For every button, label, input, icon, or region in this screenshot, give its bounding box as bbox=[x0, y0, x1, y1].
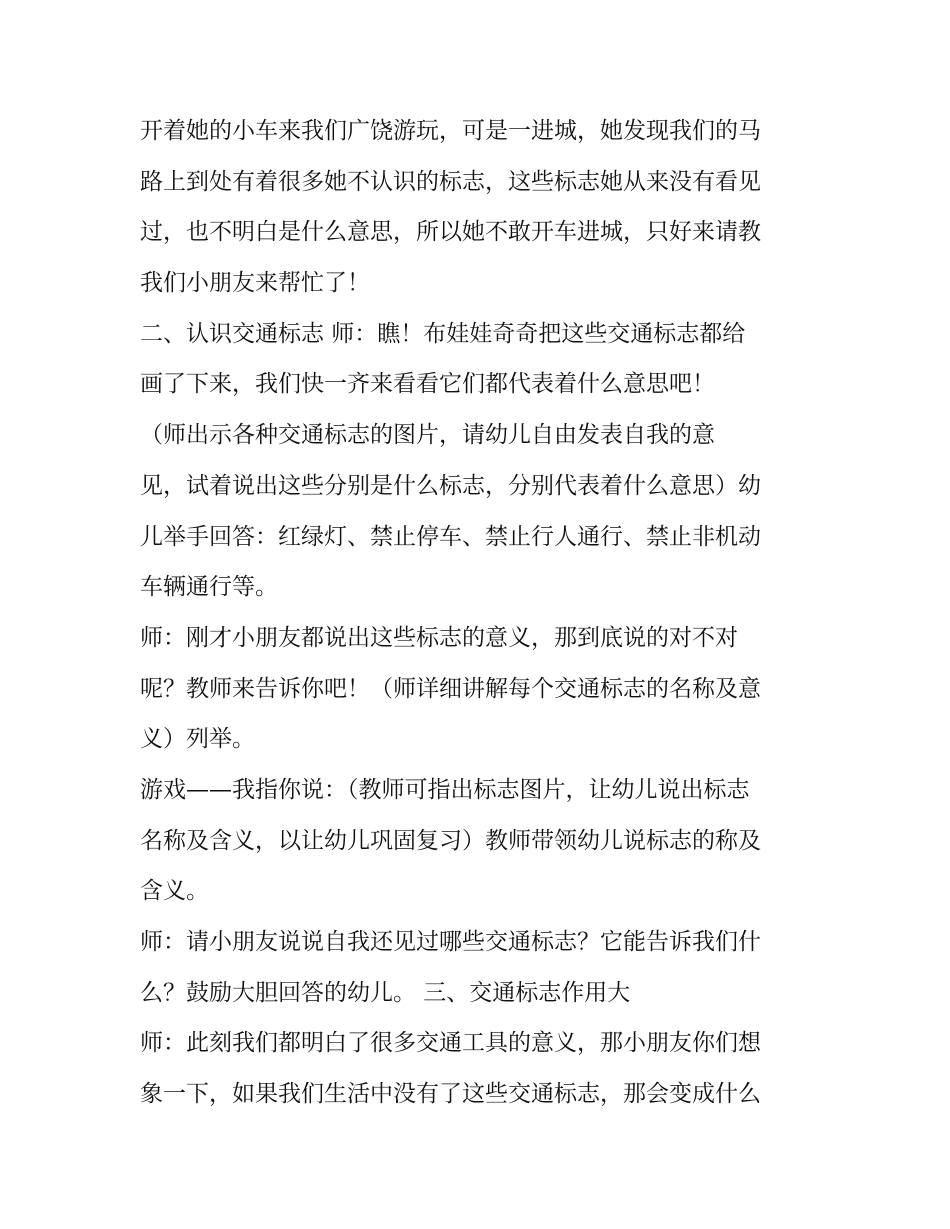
text-line: 二、认识交通标志 师：瞧！布娃娃奇奇把这些交通标志都给 bbox=[140, 320, 746, 347]
text-line: 儿举手回答：红绿灯、禁止停车、禁止行人通行、禁止非机动 bbox=[140, 523, 761, 550]
text-line: 师：此刻我们都明白了很多交通工具的意义，那小朋友你们想 bbox=[140, 1030, 761, 1057]
text-line: 我们小朋友来帮忙了！ bbox=[140, 270, 370, 297]
document-body bbox=[140, 106, 820, 1120]
text-line: （师出示各种交通标志的图片，请幼儿自由发表自我的意 bbox=[140, 422, 715, 449]
text-line: 见，试着说出这些分别是什么标志，分别代表着什么意思）幼 bbox=[140, 472, 761, 499]
text-line: 名称及含义，以让幼儿巩固复习）教师带领幼儿说标志的称及 bbox=[140, 827, 761, 854]
text-line: 画了下来，我们快一齐来看看它们都代表着什么意思吧！ bbox=[140, 371, 715, 398]
text-line: 含义。 bbox=[140, 878, 209, 905]
text-line: 么？鼓励大胆回答的幼儿。 三、交通标志作用大 bbox=[140, 979, 631, 1006]
text-line: 义）列举。 bbox=[140, 726, 255, 753]
text-line: 路上到处有着很多她不认识的标志，这些标志她从来没有看见 bbox=[140, 168, 761, 195]
text-line: 师：请小朋友说说自我还见过哪些交通标志？它能告诉我们什 bbox=[140, 929, 761, 955]
text-line: 开着她的小车来我们广饶游玩，可是一进城，她发现我们的马 bbox=[140, 118, 761, 144]
text-line: 过，也不明白是什么意思，所以她不敢开车进城，只好来请教 bbox=[140, 219, 761, 246]
text-line: 游戏——我指你说：（教师可指出标志图片，让幼儿说出标志 bbox=[140, 776, 750, 803]
text-line: 车辆通行等。 bbox=[140, 574, 278, 601]
text-line: 师：刚才小朋友都说出这些标志的意义，那到底说的对不对 bbox=[140, 624, 738, 651]
text-line: 呢？教师来告诉你吧！（师详细讲解每个交通标志的名称及意 bbox=[140, 675, 761, 702]
text-line: 象一下，如果我们生活中没有了这些交通标志，那会变成什么 bbox=[140, 1081, 761, 1108]
